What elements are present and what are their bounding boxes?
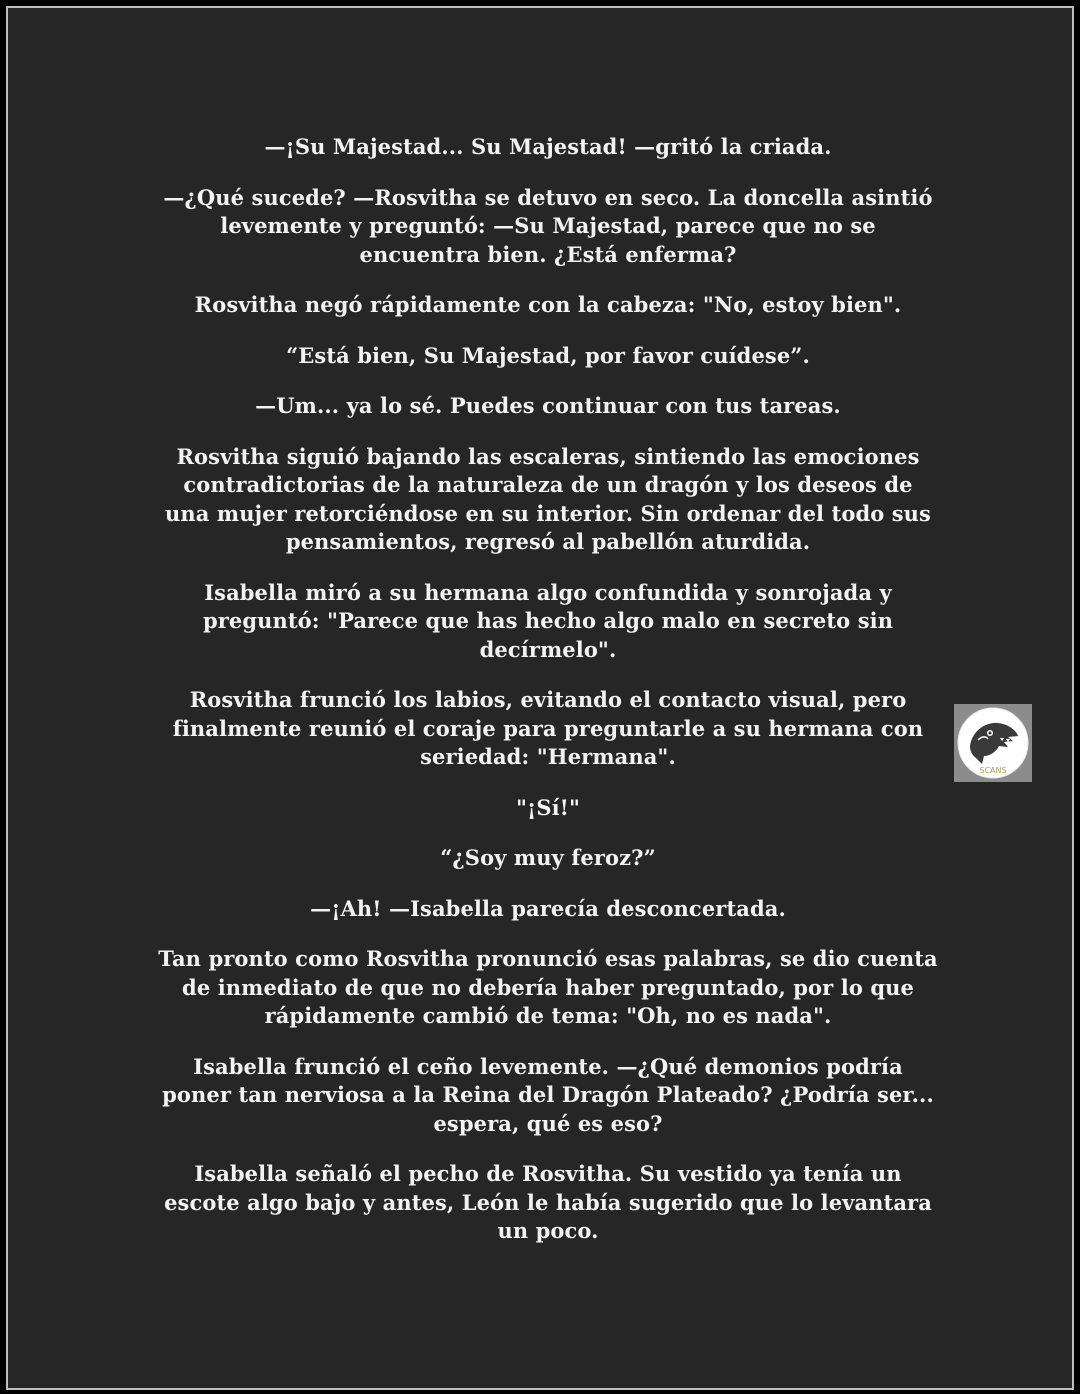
watermark-text: SCANS: [979, 766, 1007, 775]
paragraph: —¡Ah! —Isabella parecía desconcertada.: [310, 895, 786, 921]
paragraph: Rosvitha siguió bajando las escaleras, sintiendo las emociones contradictorias de la naturaleza de un dragón y los deseos de una mujer retorciéndose en su interior. Sin ordenar del todo sus pensamientos, regresó al pabellón aturdida.: [165, 443, 931, 554]
paragraph: —¡Su Majestad... Su Majestad! —gritó la criada.: [264, 134, 832, 159]
paragraph: “¿Soy muy feroz?”: [440, 845, 656, 870]
paragraph: Isabella miró a su hermana algo confundida y sonrojada y preguntó: "Parece que has hecho algo malo en secreto sin decírmelo".: [202, 579, 894, 662]
story-text: [158, 133, 938, 1268]
paragraph: —¿Qué sucede? —Rosvitha se detuvo en seco. La doncella asintió levemente y preguntó: —Su Majestad, parece que no se encuentra bien. ¿Está enferma?: [163, 184, 933, 267]
paragraph: Isabella frunció el ceño levemente. —¿Qué demonios podría poner tan nerviosa a la Reina del Dragón Plateado? ¿Podría ser... espera, qué es eso?: [162, 1053, 934, 1136]
paragraph: Tan pronto como Rosvitha pronunció esas palabras, se dio cuenta de inmediato de que no debería haber preguntado, por lo que rápidamente cambió de tema: "Oh, no es nada".: [158, 946, 938, 1028]
scans-watermark-logo: [954, 704, 1032, 782]
paragraph: Isabella señaló el pecho de Rosvitha. Su vestido ya tenía un escote algo bajo y antes, León le había sugerido que lo levantara un poco.: [164, 1161, 932, 1243]
paragraph: Rosvitha frunció los labios, evitando el contacto visual, pero finalmente reunió el coraje para preguntarle a su hermana con seriedad: "Hermana".: [172, 687, 924, 769]
paragraph: —Um... ya lo sé. Puedes continuar con tus tareas.: [255, 393, 841, 418]
paragraph: Rosvitha negó rápidamente con la cabeza: "No, estoy bien".: [194, 292, 902, 317]
page-frame: [6, 6, 1074, 1390]
paragraph: "¡Sí!": [515, 794, 581, 820]
dinosaur-head-icon: [956, 706, 1030, 780]
paragraph: “Está bien, Su Majestad, por favor cuídese”.: [286, 342, 810, 368]
